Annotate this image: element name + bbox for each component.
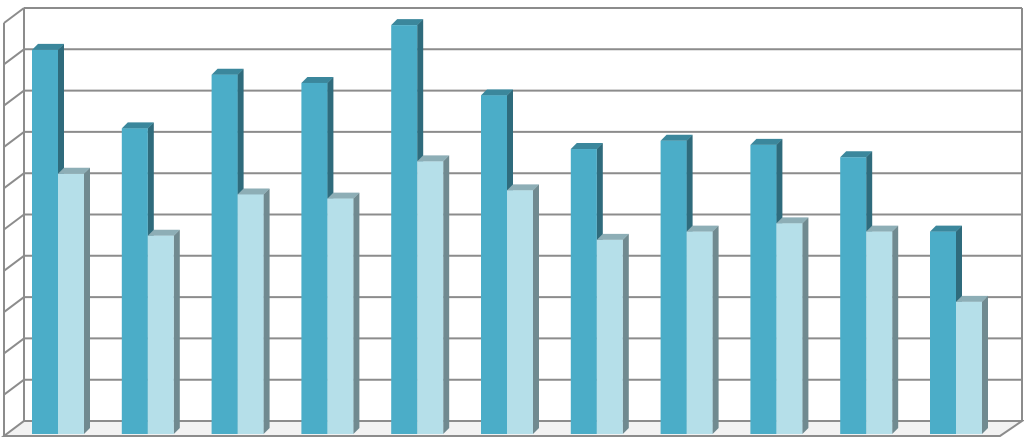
bar [32,50,58,434]
gridline-side [4,380,24,395]
bar [661,141,687,434]
bar [212,75,238,434]
gridline-side [4,49,24,64]
bar [571,149,597,434]
bar [148,236,174,434]
gridline-side [4,132,24,147]
bar [417,161,443,434]
gridline-side [4,8,24,23]
bar [930,232,956,434]
bar-side [802,217,808,434]
bar-side [892,226,898,434]
gridline-side [4,256,24,271]
bar [750,145,776,434]
bar-side [533,184,539,434]
bar-side [353,193,359,434]
bar-side [264,188,270,434]
bar-side [623,234,629,434]
bar [840,157,866,434]
gridline-side [4,338,24,353]
bar [122,128,148,434]
bar [391,25,417,434]
bar [597,240,623,434]
bar-side [84,168,90,434]
gridline-side [4,91,24,106]
bar-side [174,230,180,434]
bar-side [713,226,719,434]
bar [956,302,982,434]
bar-side [443,155,449,434]
bar [58,174,84,434]
gridline-side [4,173,24,188]
bar [301,83,327,434]
bar [866,232,892,434]
bar [481,95,507,434]
bar [507,190,533,434]
bar-side [982,296,988,434]
bar [687,232,713,434]
gridline-side [4,215,24,230]
bar [238,194,264,434]
bar [327,199,353,434]
gridline-side [4,297,24,312]
bar [776,223,802,434]
